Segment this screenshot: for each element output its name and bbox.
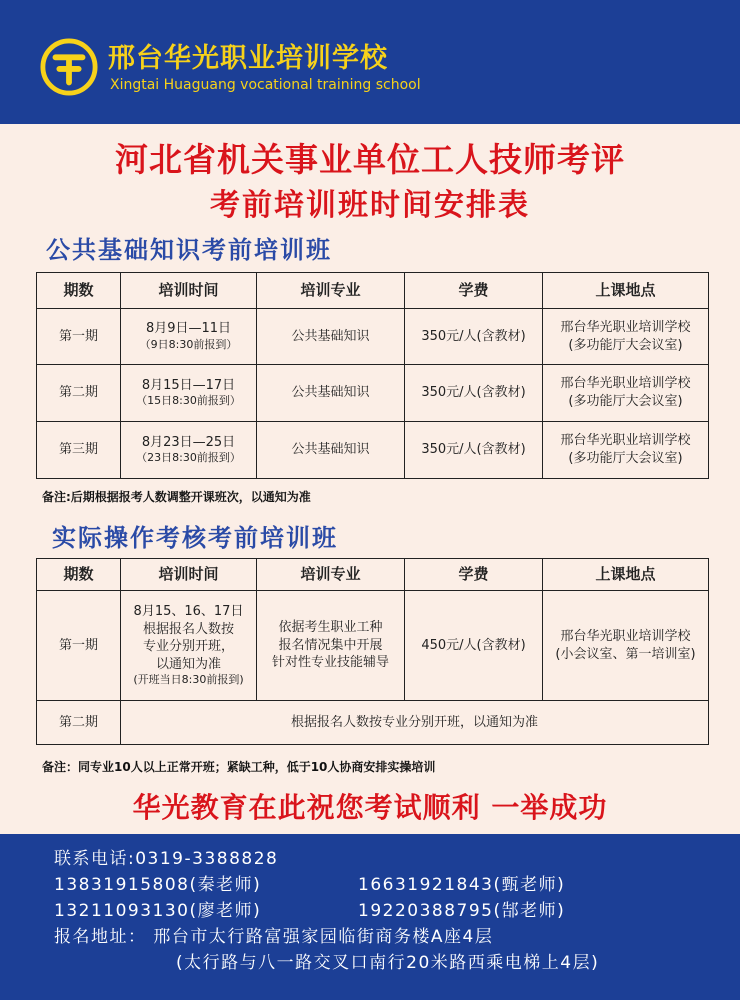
school-name-cn: 邢台华光职业培训学校 — [108, 43, 388, 74]
time-note: （15日8:30前报到） — [136, 394, 241, 408]
time-note: (开班当日8:30前报到) — [133, 673, 244, 687]
time-note: （9日8:30前报到） — [139, 337, 238, 351]
header-major: 培训专业 — [257, 273, 405, 309]
cell-period: 第一期 — [37, 309, 121, 365]
section1-note: 备注:后期根据报考人数调整开课班次，以通知为准 — [42, 490, 311, 504]
cell-major: 公共基础知识 — [257, 365, 405, 422]
page-title: 河北省机关事业单位工人技师考评 — [115, 140, 625, 179]
location-line1: 邢台华光职业培训学校 — [560, 319, 691, 335]
time-note: （23日8:30前报到） — [136, 451, 241, 465]
time-line: 根据报名人数按 — [142, 621, 234, 637]
cell-location — [543, 309, 709, 365]
cell-major: 公共基础知识 — [257, 309, 405, 365]
contact-1: 13831915808(秦老师) — [54, 875, 262, 895]
time-text: 8月15日—17日 — [141, 377, 236, 393]
location-line2: (多功能厅大会议室) — [568, 394, 683, 409]
cell-location — [543, 422, 709, 479]
cell-fee: 350元/人(含教材) — [405, 422, 543, 479]
section2-table — [36, 558, 709, 745]
address: 报名地址： 邢台市太行路富强家园临街商务楼A座4层 — [54, 927, 494, 947]
location-line1: 邢台华光职业培训学校 — [560, 628, 691, 644]
header-fee: 学费 — [405, 559, 543, 591]
table-header-row — [37, 273, 709, 309]
section1-title: 公共基础知识考前培训班 — [46, 236, 332, 264]
address-detail: (太行路与八一路交叉口南行20米路西乘电梯上4层) — [176, 953, 600, 973]
time-text: 8月23日—25日 — [141, 434, 236, 450]
table-row — [37, 591, 709, 701]
cell-time — [121, 365, 257, 422]
table-header-row — [37, 559, 709, 591]
cell-fee: 450元/人(含教材) — [405, 591, 543, 701]
cell-major — [257, 591, 405, 701]
cell-period: 第二期 — [37, 365, 121, 422]
footer-contact — [0, 834, 740, 1000]
header-major: 培训专业 — [257, 559, 405, 591]
major-line: 报名情况集中开展 — [278, 637, 383, 653]
school-name-en: Xingtai Huaguang vocational training school — [110, 77, 421, 93]
major-line: 针对性专业技能辅导 — [271, 655, 389, 671]
time-line: 以通知为准 — [155, 656, 221, 672]
cell-time — [121, 309, 257, 365]
location-line2: (小会议室、第一培训室) — [555, 646, 696, 662]
page-subtitle: 考前培训班时间安排表 — [210, 188, 530, 223]
cell-period: 第一期 — [37, 591, 121, 701]
cell-major: 公共基础知识 — [257, 422, 405, 479]
location-line2: (多功能厅大会议室) — [568, 451, 683, 466]
contact-3: 13211093130(廖老师) — [54, 901, 262, 921]
header-period: 期数 — [37, 273, 121, 309]
section2-title: 实际操作考核考前培训班 — [52, 524, 338, 552]
header-location: 上课地点 — [543, 559, 709, 591]
section1-table — [36, 272, 709, 479]
phone-label: 联系电话:0319-3388828 — [54, 849, 279, 869]
time-text: 8月9日—11日 — [145, 321, 232, 337]
cell-period: 第二期 — [37, 701, 121, 745]
cell-merged-note: 根据报名人数按专业分别开班，以通知为准 — [121, 701, 709, 745]
cell-location — [543, 365, 709, 422]
time-line: 8月15、16、17日 — [133, 603, 244, 619]
header-banner — [0, 0, 740, 124]
table-row — [37, 701, 709, 745]
cell-time — [121, 591, 257, 701]
cell-location — [543, 591, 709, 701]
location-line1: 邢台华光职业培训学校 — [560, 376, 691, 392]
header-time: 培训时间 — [121, 559, 257, 591]
location-line1: 邢台华光职业培训学校 — [560, 433, 691, 449]
cell-fee: 350元/人(含教材) — [405, 365, 543, 422]
school-logo-icon — [40, 38, 98, 96]
time-line: 专业分别开班， — [142, 639, 234, 655]
cell-time — [121, 422, 257, 479]
table-row — [37, 422, 709, 479]
contact-4: 19220388795(郜老师) — [358, 901, 566, 921]
header-fee: 学费 — [405, 273, 543, 309]
location-line2: (多功能厅大会议室) — [568, 337, 683, 353]
section2-note: 备注：同专业10人以上正常开班；紧缺工种，低于10人协商安排实操培训 — [42, 760, 436, 774]
slogan: 华光教育在此祝您考试顺利 一举成功 — [132, 791, 608, 824]
table-row — [37, 365, 709, 422]
cell-period: 第三期 — [37, 422, 121, 479]
contact-2: 16631921843(甄老师) — [358, 875, 566, 895]
header-time: 培训时间 — [121, 273, 257, 309]
table-row — [37, 309, 709, 365]
header-location: 上课地点 — [543, 273, 709, 309]
header-period: 期数 — [37, 559, 121, 591]
major-line: 依据考生职业工种 — [278, 620, 383, 636]
cell-fee: 350元/人(含教材) — [405, 309, 543, 365]
